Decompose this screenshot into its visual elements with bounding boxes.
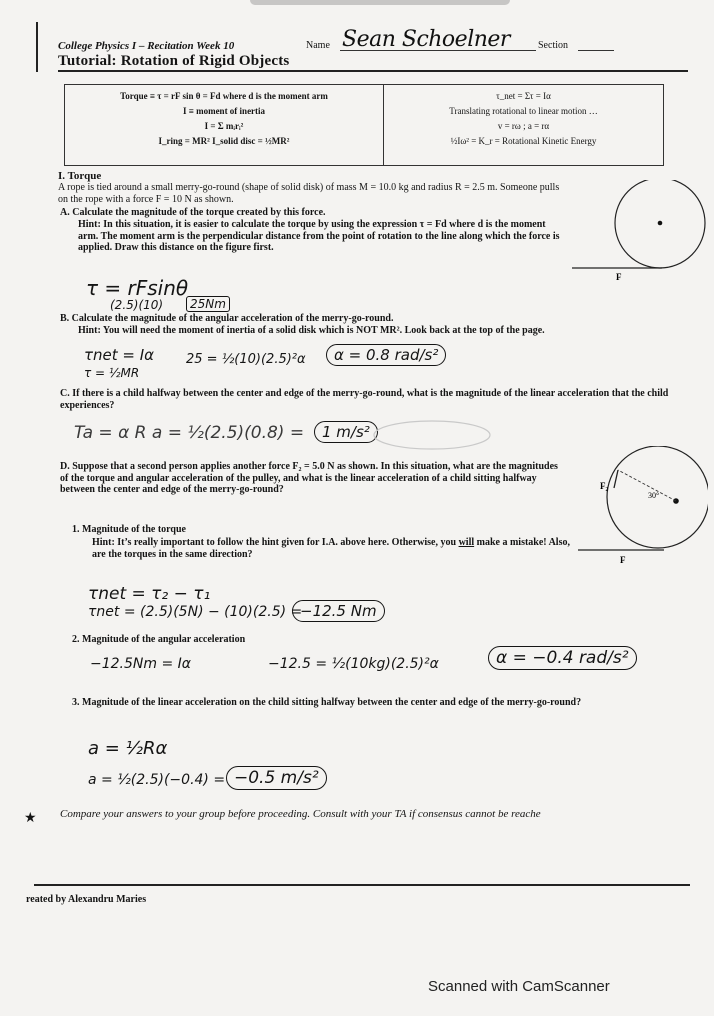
formula-linear: v = rω ; a = rα — [497, 121, 550, 131]
question-d: D. Suppose that a second person applies another force F₂ = 5.0 N as shown. In this situation, what are the magnitudes of the torque and angular acceleration of the pulley, and what is the linear acceleration of a child sitting halfway between the center and edge of the merry-go-round? — [60, 461, 558, 495]
section-label: Section — [538, 40, 568, 51]
d3-answer: −0.5 m/s² — [226, 766, 327, 790]
formula-ring-disc: I_ring = MR² I_solid disc = ½MR² — [158, 136, 290, 146]
author-credit: reated by Alexandru Maries — [26, 894, 147, 905]
b-answer: α = 0.8 rad/s² — [326, 344, 446, 366]
a-work-torque: τ = rFsinθ — [86, 276, 189, 300]
figure-disk-one-force — [570, 180, 706, 284]
formula-right-column — [384, 85, 664, 166]
d1-answer: −12.5 Nm — [292, 600, 385, 622]
section-line — [578, 50, 614, 51]
d1-hint — [92, 537, 572, 560]
formula-translating: Translating rotational to linear motion … — [449, 106, 598, 116]
question-b: B. Calculate the magnitude of the angular acceleration of the merry-go-round. — [60, 313, 394, 324]
formula-left-column — [65, 85, 384, 166]
b-work-equation: 25 = ½(10)(2.5)²α — [186, 352, 306, 367]
question-b-hint: Hint: You will need the moment of inertia of a solid disk which is NOT MR². Look back at the top of the page. — [78, 325, 545, 336]
problem-intro: A rope is tied around a small merry-go-round (shape of solid disk) of mass M = 10.0 kg and radius R = 2.5 m. Someone pulls on the rope with a force F = 10 N as shown. — [58, 182, 560, 205]
name-label: Name — [306, 40, 330, 51]
student-name: Sean Schoelner — [342, 27, 510, 52]
section-heading: I. Torque — [58, 170, 102, 182]
f2-arrow — [614, 470, 618, 488]
d1-hint-post: make a mistake! Also, are the torques in the same direction? — [92, 537, 570, 560]
f2-label: F₂ — [600, 481, 609, 491]
disk-center — [658, 221, 663, 226]
f-label: F — [620, 555, 626, 565]
margin-bar — [36, 22, 38, 72]
force-label: F — [616, 272, 622, 282]
question-a: A. Calculate the magnitude of the torque created by this force. — [60, 207, 326, 218]
compare-note: Compare your answers to your group before proceeding. Consult with your TA if consensus cannot be reache — [60, 808, 541, 820]
angle-label: 30° — [648, 491, 660, 500]
title-rule — [58, 70, 688, 72]
footer-rule — [34, 884, 690, 886]
figure-disk-two-forces — [576, 446, 708, 572]
d2-label: 2. Magnitude of the angular acceleration — [72, 634, 246, 645]
camscanner-watermark: Scanned with CamScanner — [428, 978, 610, 995]
d2-work-eq: −12.5Nm = Iα — [90, 656, 192, 672]
c-erased-oval — [370, 418, 500, 452]
d3-label: 3. Magnitude of the linear acceleration on the child sitting halfway between the center and edge of the merry-go-round? — [72, 697, 582, 708]
d1-hint-pre: Hint: It’s really important to follow the hint given for I.A. above here. Otherwise, you — [92, 537, 457, 548]
b-work-net: τnet = Iα — [84, 346, 155, 364]
d2-answer: α = −0.4 rad/s² — [488, 646, 637, 670]
a-answer: 25Nm — [186, 296, 230, 312]
d1-work-values: τnet = (2.5)(5N) − (10)(2.5) = — [88, 604, 303, 620]
d3-work-values: a = ½(2.5)(−0.4) = — [88, 772, 226, 788]
formula-kinetic: ½Iω² = K_r = Rotational Kinetic Energy — [450, 136, 597, 146]
formula-moment-sum: I = Σ mᵢrᵢ² — [204, 121, 244, 131]
d2-work-values: −12.5 = ½(10kg)(2.5)²α — [268, 656, 439, 672]
radius-line — [618, 470, 676, 501]
d1-hint-will: will — [458, 537, 475, 548]
formula-moment-def: I ≡ moment of inertia — [182, 106, 266, 116]
page-title: Tutorial: Rotation of Rigid Objects — [58, 53, 290, 69]
course-title: College Physics I – Recitation Week 10 — [58, 40, 235, 52]
formula-net-torque: τ_net = Στ = Iα — [496, 91, 551, 101]
question-c: C. If there is a child halfway between the center and edge of the merry-go-round, what is the magnitude of the linear acceleration that the child experiences? — [60, 388, 669, 411]
scan-shadow — [250, 0, 510, 5]
c-answer: 1 m/s² — [314, 421, 378, 443]
formula-torque: Torque ≡ τ = rF sin θ = Fd where d is the moment arm — [120, 91, 328, 101]
a-work-values: (2.5)(10) — [110, 298, 164, 312]
question-a-hint: Hint: In this situation, it is easier to calculate the torque by using the expression τ = Fd where d is the moment arm. The moment arm is the perpendicular distance from the point of rotation to the line along which the force is applied. Draw this distance on the figure first. — [78, 219, 560, 253]
c-work: Ta = α R a = ½(2.5)(0.8) = — [74, 423, 305, 443]
d1-work-net: τnet = τ₂ − τ₁ — [88, 584, 211, 604]
star-icon: ★ — [24, 811, 37, 826]
d1-label: 1. Magnitude of the torque — [72, 524, 186, 535]
b-work-inertia: τ = ½MR — [84, 366, 140, 380]
d3-work-formula: a = ½Rα — [88, 738, 168, 759]
formula-reference-box — [64, 84, 664, 166]
